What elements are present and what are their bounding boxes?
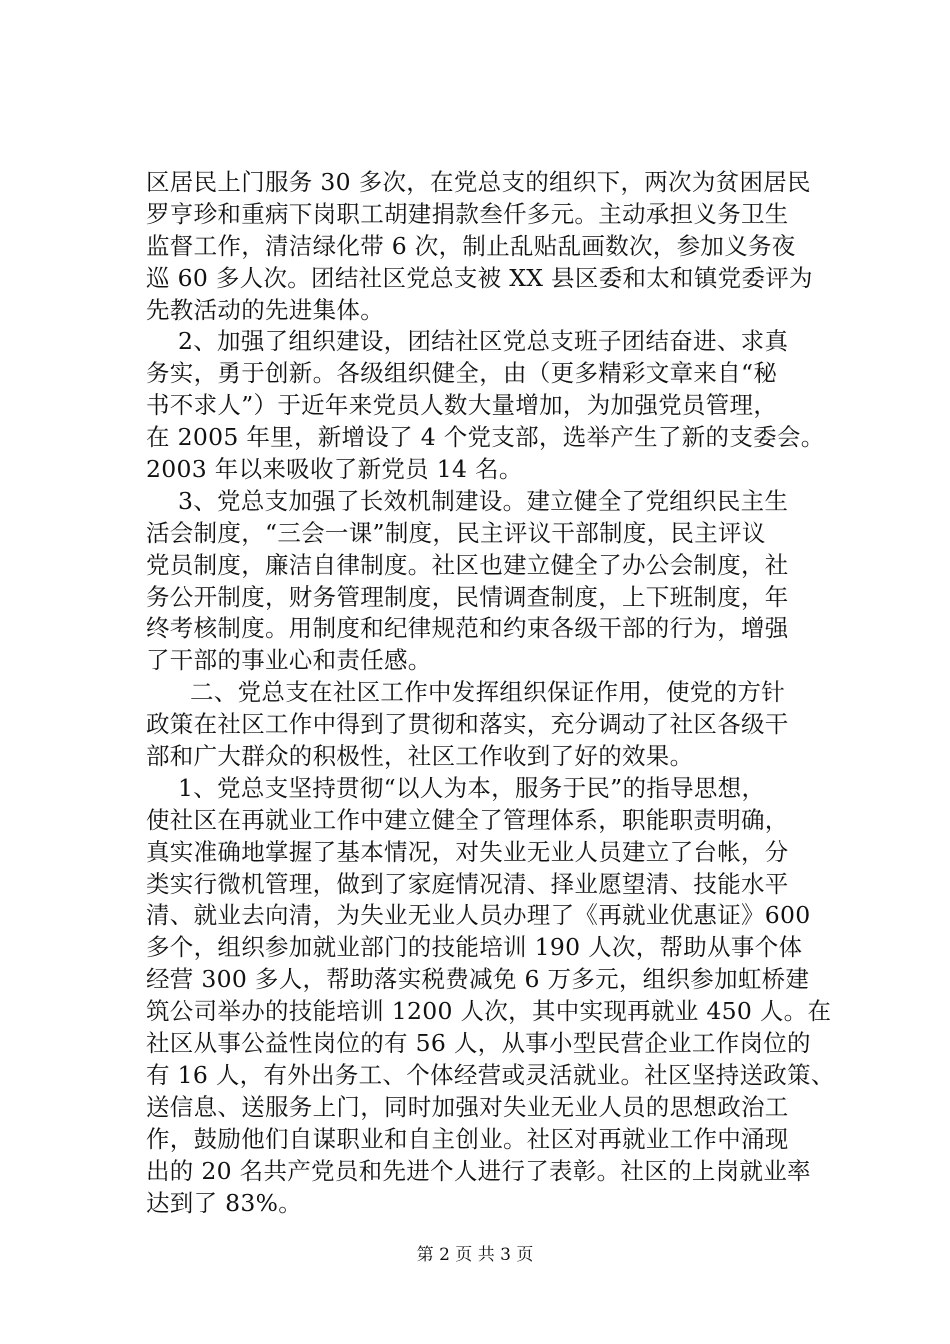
- text-line: 终考核制度。用制度和纪律规范和约束各级干部的行为，增强: [146, 614, 789, 643]
- text-line: 2003 年以来吸收了新党员 14 名。: [146, 455, 523, 484]
- text-line: 罗亨珍和重病下岗职工胡建捐款叁仟多元。主动承担义务卫生: [146, 199, 789, 228]
- text-line: 务公开制度，财务管理制度，民情调查制度，上下班制度，年: [146, 582, 789, 611]
- text-line: 有 16 人，有外出务工、个体经营或灵活就业。社区坚持送政策、: [146, 1060, 835, 1089]
- text-line: 筑公司举办的技能培训 1200 人次，其中实现再就业 450 人。在: [146, 997, 832, 1026]
- text-line: 先教活动的先进集体。: [146, 295, 384, 324]
- text-line: 在 2005 年里，新增设了 4 个党支部，选举产生了新的支委会。: [146, 423, 825, 452]
- text-line: 真实准确地掌握了基本情况，对失业无业人员建立了台帐，分: [146, 837, 789, 866]
- text-line: 达到了 83%。: [146, 1188, 303, 1217]
- text-line: 务实，勇于创新。各级组织健全，由（更多精彩文章来自“秘: [146, 359, 778, 388]
- text-line: 清、就业去向清，为失业无业人员办理了《再就业优惠证》600: [146, 901, 811, 930]
- text-line: 监督工作，清洁绿化带 6 次，制止乱贴乱画数次，参加义务夜: [146, 231, 796, 260]
- text-line: 3、党总支加强了长效机制建设。建立健全了党组织民主生: [178, 486, 789, 515]
- text-line: 使社区在再就业工作中建立健全了管理体系，职能职责明确，: [146, 805, 789, 834]
- text-line: 活会制度，“三会一课”制度，民主评议干部制度，民主评议: [146, 518, 766, 547]
- text-line: 书不求人”）于近年来党员人数大量增加，为加强党员管理，: [146, 391, 778, 420]
- text-line: 作，鼓励他们自谋职业和自主创业。社区对再就业工作中涌现: [146, 1124, 789, 1153]
- text-line: 类实行微机管理，做到了家庭情况清、择业愿望清、技能水平: [146, 869, 789, 898]
- text-line: 1、党总支坚持贯彻“以人为本，服务于民”的指导思想，: [178, 773, 766, 802]
- page-footer: 第 2 页 共 3 页: [416, 1245, 534, 1265]
- text-line: 社区从事公益性岗位的有 56 人，从事小型民营企业工作岗位的: [146, 1029, 811, 1058]
- text-line: 多个，组织参加就业部门的技能培训 190 人次，帮助从事个体: [146, 933, 803, 962]
- body-text: [146, 167, 836, 1219]
- text-line: 出的 20 名共产党员和先进个人进行了表彰。社区的上岗就业率: [146, 1156, 811, 1185]
- text-line: 党员制度，廉洁自律制度。社区也建立健全了办公会制度，社: [146, 550, 789, 579]
- text-line: 巡 60 多人次。团结社区党总支被 XX 县区委和太和镇党委评为: [146, 263, 813, 292]
- text-line: 区居民上门服务 30 多次，在党总支的组织下，两次为贫困居民: [146, 168, 811, 196]
- text-line: 了干部的事业心和责任感。: [146, 646, 432, 675]
- text-line: 经营 300 多人，帮助落实税费减免 6 万多元，组织参加虹桥建: [146, 965, 810, 994]
- text-line: 送信息、送服务上门，同时加强对失业无业人员的思想政治工: [146, 1092, 789, 1121]
- text-line: 二、党总支在社区工作中发挥组织保证作用，使党的方针: [190, 678, 785, 707]
- text-line: 部和广大群众的积极性，社区工作收到了好的效果。: [146, 742, 694, 771]
- text-line: 政策在社区工作中得到了贯彻和落实，充分调动了社区各级干: [146, 710, 789, 739]
- text-line: 2、加强了组织建设，团结社区党总支班子团结奋进、求真: [178, 327, 789, 356]
